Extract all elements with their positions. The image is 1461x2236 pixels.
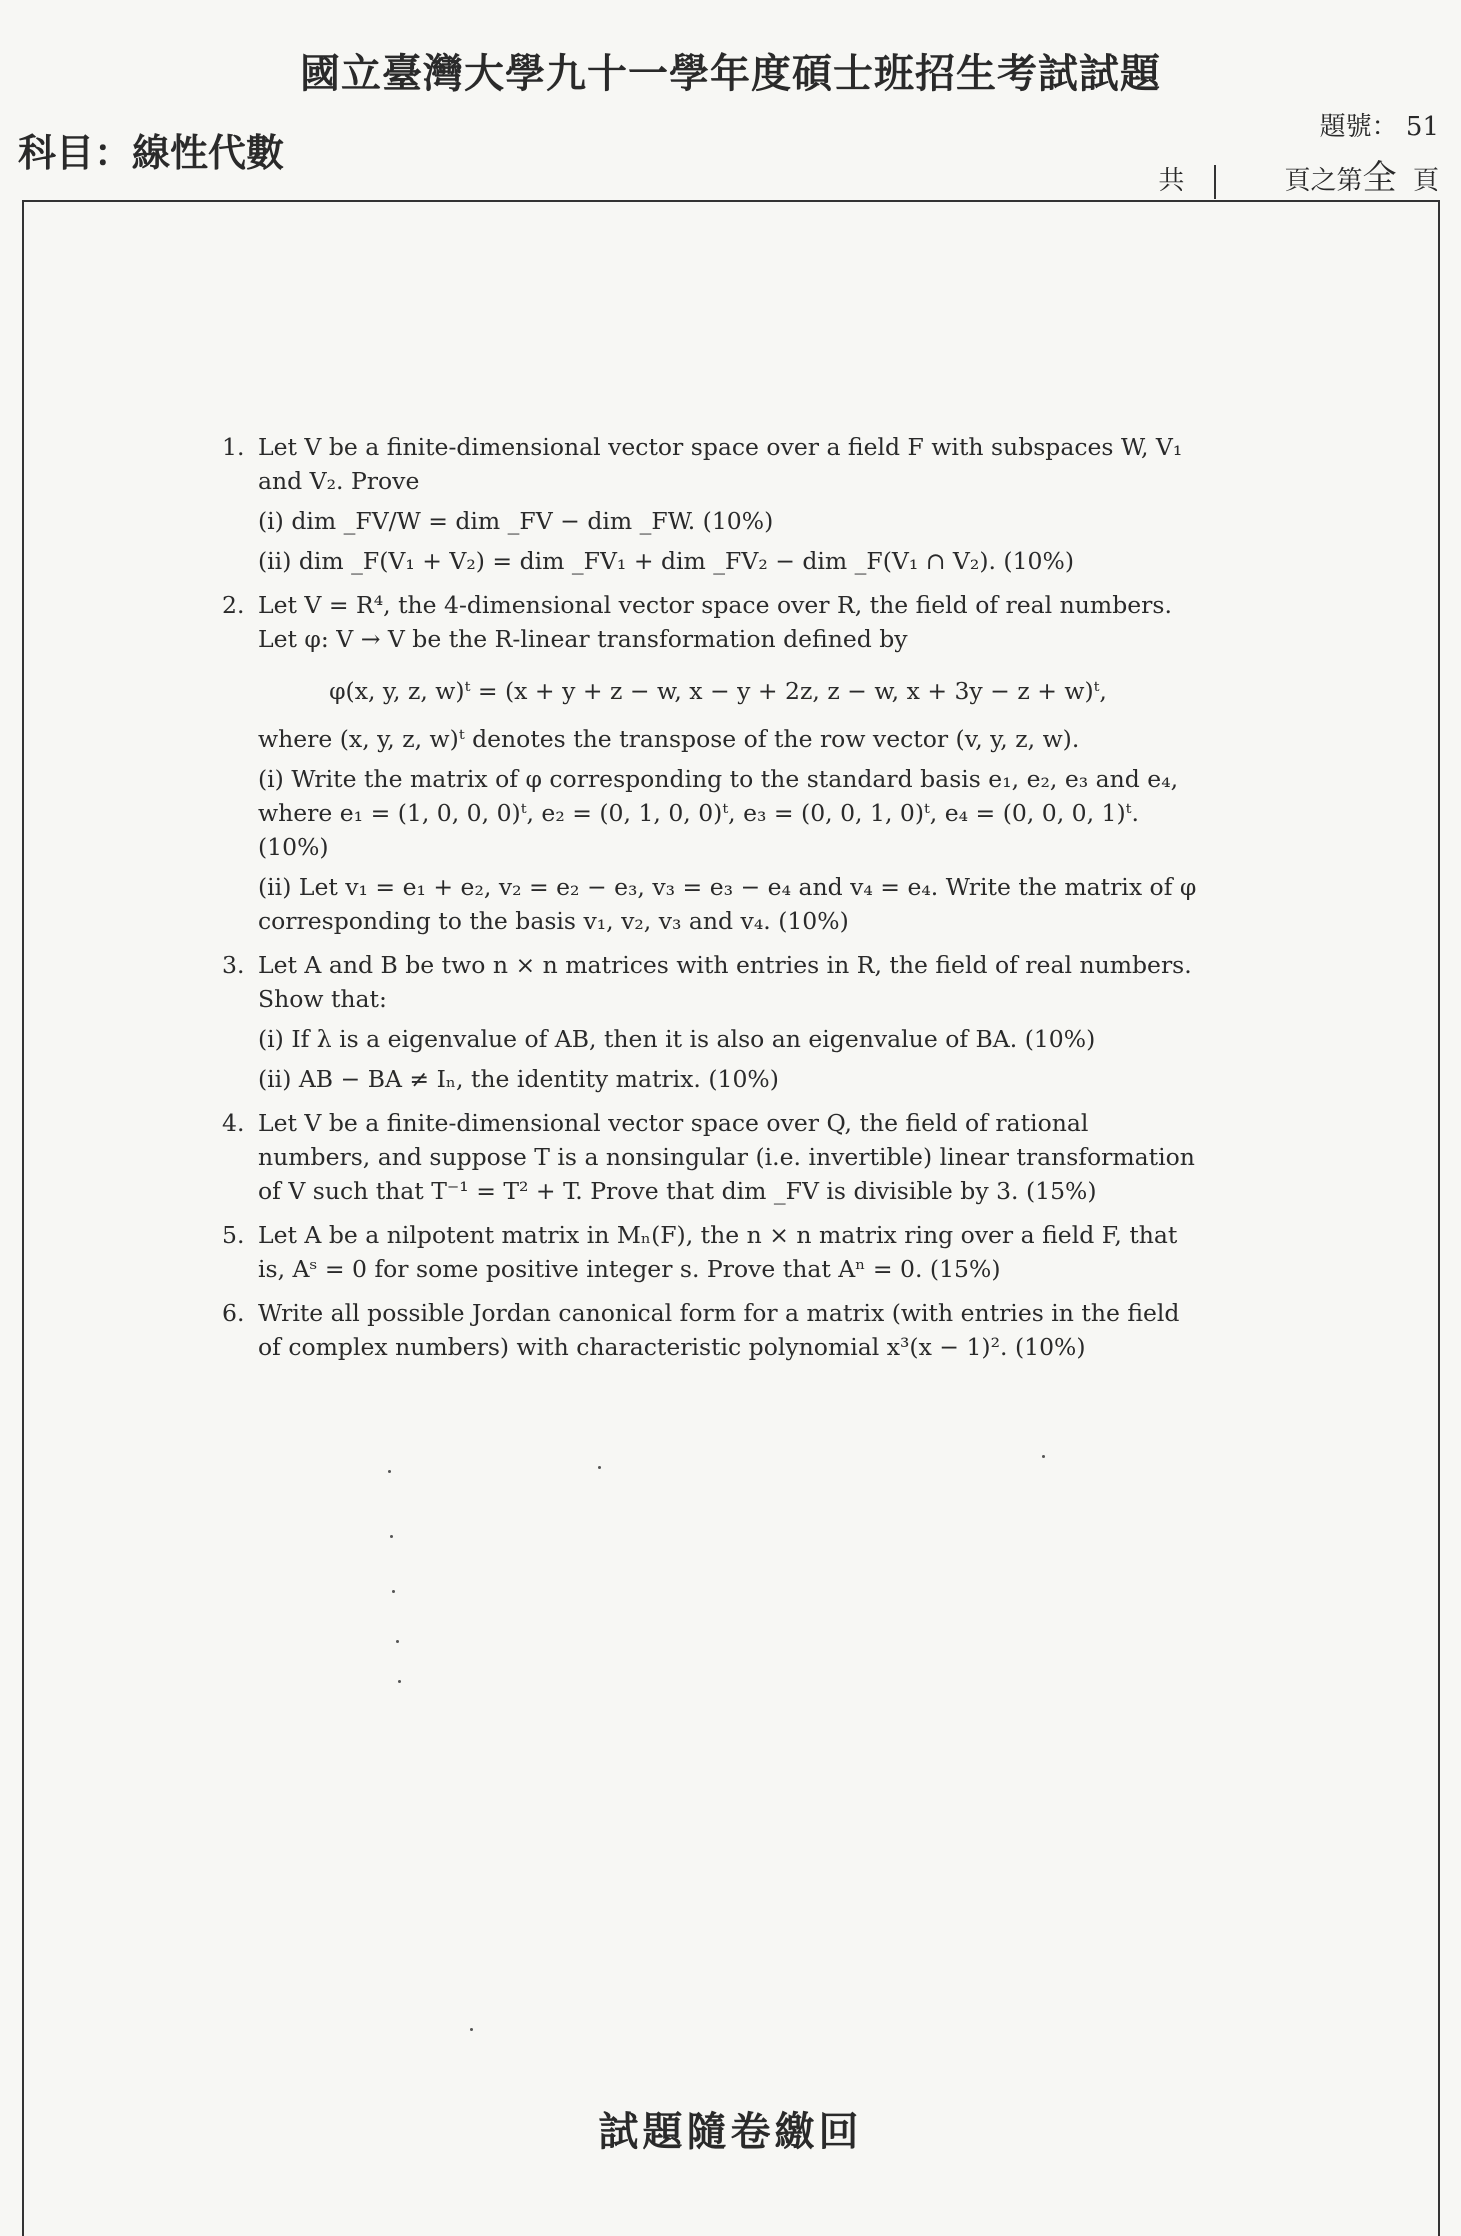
- question-part: (ii) AB − BA ≠ Iₙ, the identity matrix. (10%): [258, 1065, 779, 1093]
- scan-speck: [396, 1640, 399, 1643]
- exam-number: 題號： 51: [1319, 112, 1439, 142]
- question-number: 5.: [222, 1221, 245, 1249]
- page-unit: 頁: [1412, 166, 1439, 196]
- scan-speck: [398, 1680, 401, 1683]
- question-text: Let A and B be two n × n matrices with entries in R, the field of real numbers. Show that:: [258, 951, 1192, 1013]
- question-number: 3.: [222, 951, 245, 979]
- page-count: [1158, 150, 1439, 199]
- question-5: [210, 1218, 1208, 1286]
- exam-title: 國立臺灣大學九十一學年度碩士班招生考試試題: [300, 50, 1161, 97]
- scan-speck: [390, 1535, 393, 1538]
- display-equation: φ(x, y, z, w)ᵗ = (x + y + z − w, x − y + 2z, z − w, x + 3y − z + w)ᵗ,: [329, 677, 1107, 705]
- question-2: [210, 588, 1208, 938]
- question-number: 6.: [222, 1299, 245, 1327]
- page-count-divider: [1214, 165, 1216, 199]
- question-3: [210, 948, 1208, 1096]
- question-text: Let V = R⁴, the 4-dimensional vector space over R, the field of real numbers. Let φ: V → V be the R-linear transformation defined by: [258, 591, 1172, 653]
- question-list: [210, 430, 1208, 1374]
- return-with-answer-sheet-note: 試題隨卷繳回: [598, 2108, 863, 2155]
- question-text: Write all possible Jordan canonical form for a matrix (with entries in the field of complex numbers) with characteristic polynomial x³(x − 1)². (10%): [258, 1299, 1180, 1361]
- scan-speck: [598, 1466, 601, 1469]
- question-text: Let V be a finite-dimensional vector space over a field F with subspaces W, V₁ and V₂. Prove: [258, 433, 1183, 495]
- question-6: [210, 1296, 1208, 1364]
- question-4: [210, 1106, 1208, 1208]
- scan-speck: [1042, 1455, 1045, 1458]
- subject-label: 科目：線性代數: [18, 130, 285, 175]
- scan-speck: [392, 1590, 395, 1593]
- question-number: 1.: [222, 433, 245, 461]
- question-text: Let V be a finite-dimensional vector space over Q, the field of rational numbers, and suppose T is a nonsingular (i.e. invertible) linear transformation of V such that T⁻¹ = T² + T. Prove that dim _FV is divisible by 3. (15%): [258, 1109, 1195, 1205]
- question-part: (i) Write the matrix of φ corresponding to the standard basis e₁, e₂, e₃ and e₄, where e₁ = (1, 0, 0, 0)ᵗ, e₂ = (0, 1, 0, 0)ᵗ, e₃ = (0, 0, 1, 0)ᵗ, e₄ = (0, 0, 0, 1)ᵗ. (10%): [258, 765, 1179, 861]
- page-of-label: 頁之第: [1284, 166, 1363, 196]
- question-number: 2.: [222, 591, 245, 619]
- question-part: (i) dim _FV/W = dim _FV − dim _FW. (10%): [258, 507, 774, 535]
- question-part: (ii) dim _F(V₁ + V₂) = dim _FV₁ + dim _FV₂ − dim _F(V₁ ∩ V₂). (10%): [258, 547, 1074, 575]
- page-current-handwritten: 全: [1362, 158, 1397, 198]
- question-part: (i) If λ is a eigenvalue of AB, then it is also an eigenvalue of BA. (10%): [258, 1025, 1096, 1053]
- question-text-continued: where (x, y, z, w)ᵗ denotes the transpose of the row vector (v, y, z, w).: [258, 725, 1080, 753]
- scan-speck: [470, 2028, 473, 2031]
- page-total-label: 共: [1158, 166, 1185, 196]
- question-1: [210, 430, 1208, 578]
- question-number: 4.: [222, 1109, 245, 1137]
- question-text: Let A be a nilpotent matrix in Mₙ(F), the n × n matrix ring over a field F, that is, Aˢ = 0 for some positive integer s. Prove that Aⁿ = 0. (15%): [258, 1221, 1178, 1283]
- question-part: (ii) Let v₁ = e₁ + e₂, v₂ = e₂ − e₃, v₃ = e₃ − e₄ and v₄ = e₄. Write the matrix of φ corresponding to the basis v₁, v₂, v₃ and v₄. (10%): [258, 873, 1197, 935]
- scan-speck: [388, 1470, 391, 1473]
